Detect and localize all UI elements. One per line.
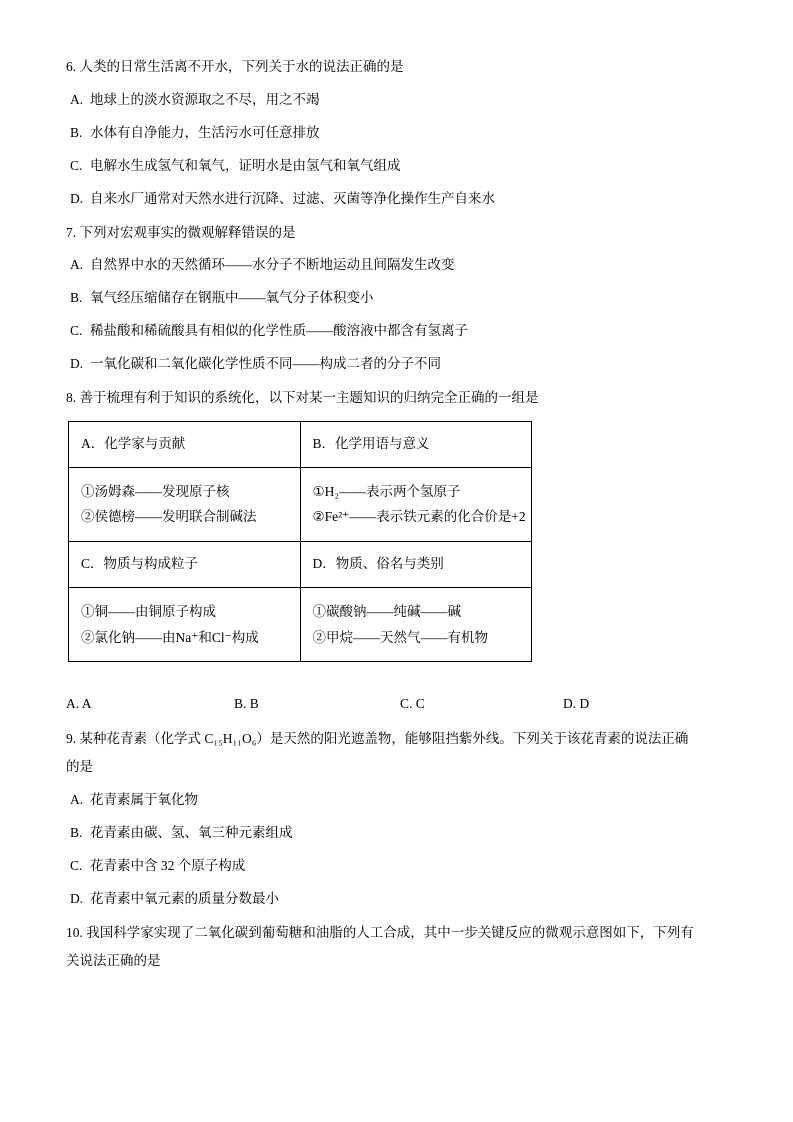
question-6-option-a — [66, 90, 727, 111]
table-cell-b-body — [300, 467, 532, 541]
question-9-option-d — [66, 889, 727, 910]
question-9-option-a — [66, 790, 727, 811]
question-8-answer-row — [66, 696, 727, 712]
option-label: B. — [70, 124, 83, 140]
option-label: B. — [70, 824, 83, 840]
question-6-number: 6. — [66, 59, 77, 74]
question-9 — [66, 728, 727, 909]
option-label: A. — [70, 792, 84, 808]
question-6-text: 人类的日常生活离不开水，下列关于水的说法正确的是 — [79, 59, 404, 74]
question-8 — [66, 387, 727, 712]
question-6-option-d — [66, 189, 727, 210]
knowledge-table — [68, 421, 532, 662]
option-text: 氧气经压缩储存在钢瓶中——氧气分子体积变小 — [90, 290, 374, 306]
option-text: 自来水厂通常对天然水进行沉降、过滤、灭菌等净化操作生产自来水 — [90, 190, 495, 206]
option-text: 一氧化碳和二氧化碳化学性质不同——构成二者的分子不同 — [90, 356, 441, 372]
option-text: 自然界中水的天然循环——水分子不断地运动且间隔发生改变 — [90, 257, 455, 273]
option-text: 稀盐酸和稀硫酸具有相似的化学性质——酸溶液中都含有氢离子 — [90, 323, 468, 339]
option-text: 地球上的淡水资源取之不尽，用之不竭 — [90, 91, 320, 107]
table-row — [69, 542, 532, 588]
question-9-stem — [66, 728, 727, 750]
question-7-option-b — [66, 288, 727, 309]
option-label: C. — [70, 857, 83, 873]
table-cell-d-line2: ②甲烷——天然气——有机物 — [312, 629, 488, 645]
option-label: D. — [70, 190, 84, 206]
question-7-number: 7. — [66, 224, 77, 240]
option-text: 花青素属于氧化物 — [90, 792, 198, 808]
question-7-text: 下列对宏观事实的微观解释错误的是 — [79, 224, 296, 240]
table-cell-a-line1: ①汤姆森——发现原子核 — [81, 483, 230, 499]
question-10-stem-cont: 关说法正确的是 — [66, 952, 161, 968]
table-cell-d-body — [300, 588, 532, 662]
table-cell-c-line2: ②氯化钠——由Na⁺和Cl⁻构成 — [81, 629, 259, 645]
option-label: D. — [70, 356, 84, 372]
table-row — [69, 421, 532, 467]
question-7-stem — [66, 222, 727, 244]
table-cell-c-header: C．物质与构成粒子 — [69, 542, 301, 588]
question-7-option-d — [66, 354, 727, 375]
answer-choice-d: D. D — [563, 696, 590, 712]
answer-choice-a: A. A — [66, 696, 92, 712]
table-cell-b-line1: ①H₂——表示两个氢原子 — [312, 483, 461, 499]
question-10-stem — [66, 922, 727, 944]
option-text: 花青素由碳、氢、氧三种元素组成 — [90, 824, 293, 840]
question-8-stem — [66, 387, 727, 409]
question-6-option-b — [66, 123, 727, 144]
question-7-option-a — [66, 255, 727, 276]
table-row — [69, 467, 532, 541]
table-cell-a-body — [69, 467, 301, 541]
option-text: 花青素中氧元素的质量分数最小 — [90, 890, 279, 906]
option-label: D. — [70, 890, 84, 906]
question-9-text-line1: 某种花青素（化学式 C₁₅H₁₁O₆）是天然的阳光遮盖物，能够阻挡紫外线。下列关于该花青素的说法正确 — [79, 731, 689, 747]
question-9-option-b — [66, 823, 727, 844]
option-label: B. — [70, 290, 83, 306]
question-6-option-c — [66, 156, 727, 177]
table-cell-b-line2: ②Fe²⁺——表示铁元素的化合价是+2 — [312, 509, 526, 525]
option-text: 电解水生成氢气和氧气，证明水是由氢气和氧气组成 — [90, 157, 401, 173]
table-cell-c-line1: ①铜——由铜原子构成 — [81, 604, 216, 620]
question-7-option-c — [66, 321, 727, 342]
table-cell-d-header: D．物质、俗名与类别 — [300, 542, 532, 588]
table-cell-a-line2: ②侯德榜——发明联合制碱法 — [81, 509, 257, 525]
question-9-stem-cont: 的是 — [66, 759, 93, 775]
question-10-number: 10. — [66, 924, 83, 940]
question-6-stem — [66, 56, 727, 78]
question-10 — [66, 922, 727, 972]
table-cell-c-body — [69, 588, 301, 662]
table-cell-a-header: A．化学家与贡献 — [69, 421, 301, 467]
question-9-number: 9. — [66, 731, 77, 747]
question-9-option-c — [66, 856, 727, 877]
option-label: A. — [70, 257, 84, 273]
answer-choice-c: C. C — [400, 696, 425, 712]
option-text: 花青素中含 32 个原子构成 — [90, 857, 246, 873]
option-label: C. — [70, 157, 83, 173]
answer-choice-b: B. B — [234, 696, 259, 712]
question-8-number: 8. — [66, 390, 77, 406]
table-cell-d-line1: ①碳酸钠——纯碱——碱 — [312, 604, 461, 620]
question-6 — [66, 56, 727, 210]
option-label: A. — [70, 91, 84, 107]
table-row — [69, 588, 532, 662]
question-10-text-line1: 我国科学家实现了二氧化碳到葡萄糖和油脂的人工合成，其中一步关键反应的微观示意图如下，下列有 — [86, 924, 694, 940]
table-cell-b-header: B．化学用语与意义 — [300, 421, 532, 467]
option-text: 水体有自净能力，生活污水可任意排放 — [90, 124, 320, 140]
option-label: C. — [70, 323, 83, 339]
question-8-text: 善于梳理有利于知识的系统化，以下对某一主题知识的归纳完全正确的一组是 — [79, 390, 539, 406]
question-7 — [66, 222, 727, 376]
